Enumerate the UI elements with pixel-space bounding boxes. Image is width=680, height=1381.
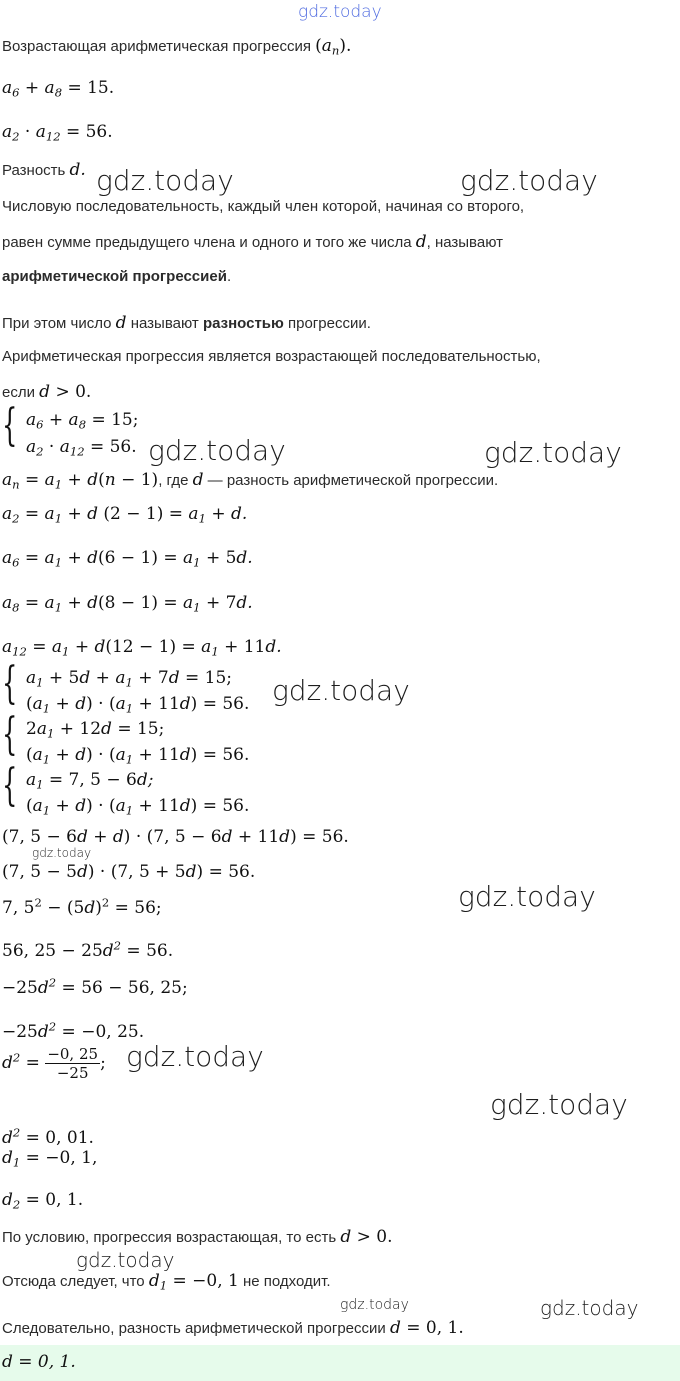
increasing-line-2 xyxy=(2,382,91,402)
increasing-line-1: Арифметическая прогрессия является возрастающей последовательностью, xyxy=(2,348,541,365)
condition-line xyxy=(2,1227,393,1247)
watermark: gdz.today xyxy=(76,1248,175,1272)
reject-line xyxy=(2,1271,331,1291)
watermark: gdz.today xyxy=(96,164,234,197)
system-eq: $a_6 + a_8 = 15$; xyxy=(26,410,139,432)
root-2: $d_2 = 0$, 1. xyxy=(2,1190,84,1212)
given-eq-2: $a_2 \cdot a_{12} = 56$. xyxy=(2,122,113,144)
def-var: d xyxy=(415,232,427,252)
watermark: gdz.today xyxy=(340,1297,409,1313)
answer-box xyxy=(0,1345,680,1381)
calc-a2: $a_2 = a_1 + d$ $(2 - 1) = a_1 + d$. xyxy=(2,504,248,526)
general-formula xyxy=(2,470,498,490)
system-eq: $a_1 = 7$, 5 − 6d; xyxy=(26,770,154,792)
cond-text: По условию, прогрессия возрастающая, то есть xyxy=(2,1229,341,1246)
difference-definition xyxy=(2,313,371,333)
def-text: равен сумме предыдущего члена и одного и того же числа xyxy=(2,234,416,251)
answer-value: d = 0, 1. xyxy=(2,1352,76,1372)
reject-text: не подходит. xyxy=(238,1273,331,1290)
find-line xyxy=(2,160,86,180)
calc-a8: $a_8 = a_1 + d(8 - 1) = a_1 + 7d$. xyxy=(2,593,253,615)
calc-d-squared: $d^2 = 0$, 01. xyxy=(2,1125,94,1148)
watermark-top: gdz.today xyxy=(298,2,382,22)
system-eq: $2a_1 + 12d = 15$; xyxy=(26,719,165,741)
def-text: — разность арифметической прогрессии. xyxy=(203,472,499,489)
system-eq: $a_2 \cdot a_{12} = 56$. xyxy=(26,437,137,459)
condition: d > 0. xyxy=(340,1227,393,1247)
rejected-root: $d_1 = -0$, 1 xyxy=(148,1271,239,1293)
watermark: gdz.today xyxy=(484,436,622,469)
watermark: gdz.today xyxy=(460,164,598,197)
formula: $a_n = a_1 + d(n - 1)$ xyxy=(2,470,159,492)
given-line-1 xyxy=(2,36,351,56)
definition-line-2 xyxy=(2,232,503,252)
condition: d > 0. xyxy=(39,382,92,402)
given-eq-1: $a_6 + a_8 = 15$. xyxy=(2,78,115,100)
bold-term: арифметической прогрессией xyxy=(2,268,227,285)
watermark: gdz.today xyxy=(490,1088,628,1121)
def-text: , где xyxy=(158,472,193,489)
watermark: gdz.today xyxy=(126,1040,264,1073)
conclusion-line xyxy=(2,1318,464,1338)
conclusion-text: Следовательно, разность арифметической прогрессии xyxy=(2,1320,390,1337)
definition-line-3 xyxy=(2,268,231,285)
system-eq: $(a_1 + d) \cdot (a_1 + 11d) = 56$. xyxy=(26,745,250,767)
system-brace: { xyxy=(2,760,18,811)
progression-symbol: $(a_n)$. xyxy=(315,36,352,58)
fraction: $\frac{-0, 25}{-25}$ xyxy=(47,1045,99,1082)
watermark: gdz.today xyxy=(32,846,92,860)
given-text: Возрастающая арифметическая прогрессия xyxy=(2,38,316,55)
root-1: $d_1 = -0$, 1, xyxy=(2,1148,98,1170)
calc-a6: $a_6 = a_1 + d(6 - 1) = a_1 + 5d$. xyxy=(2,548,253,570)
watermark: gdz.today xyxy=(540,1296,639,1320)
watermark: gdz.today xyxy=(148,434,286,467)
calc-step: $-25d^2 = -0$, 25. xyxy=(2,1019,145,1042)
def-text: прогрессии. xyxy=(283,315,371,332)
system-brace: { xyxy=(2,709,18,760)
system-eq: $(a_1 + d) \cdot (a_1 + 11d) = 56$. xyxy=(26,796,250,818)
def-text: , называют xyxy=(426,234,503,251)
system-brace: { xyxy=(2,400,18,451)
system-brace: { xyxy=(2,658,18,709)
calc-step: $-25d^2 = 56 - 56$, 25; xyxy=(2,975,188,998)
find-text: Разность xyxy=(2,162,70,179)
def-text: . xyxy=(226,268,232,285)
calc-square: 7, $5^2 - (5d)^2 = 56$; xyxy=(2,895,162,918)
calc-fraction: $d^2$ = $\frac{-0, 25}{-25}$ ; xyxy=(2,1045,106,1082)
def-text: если xyxy=(2,384,40,401)
calc-a12: $a_{12} = a_1 + d(12 - 1) = a_1 + 11d$. xyxy=(2,637,282,659)
bold-term: разностью xyxy=(202,315,284,332)
calc-substitute: (7, 5 − 6d + d) · (7, 5 − 6d + 11d) = 56. xyxy=(2,827,349,847)
def-var: d xyxy=(115,313,127,333)
reject-text: Отсюда следует, что xyxy=(2,1273,149,1290)
calc-simplify: (7, 5 − 5d) · (7, 5 + 5d) = 56. xyxy=(2,862,256,882)
def-text: называют xyxy=(126,315,203,332)
system-eq: $a_1 + 5d + a_1 + 7d = 15$; xyxy=(26,668,233,690)
find-var: d. xyxy=(69,160,86,180)
system-eq: $(a_1 + d) \cdot (a_1 + 11d) = 56$. xyxy=(26,694,250,716)
definition-line-1: Числовую последовательность, каждый член которой, начиная со второго, xyxy=(2,198,525,215)
calc-step: 56, $25 - 25d^2 = 56$. xyxy=(2,938,174,961)
watermark: gdz.today xyxy=(272,674,410,707)
def-var: d xyxy=(192,470,204,490)
watermark: gdz.today xyxy=(458,880,596,913)
def-text: При этом число xyxy=(2,315,116,332)
conclusion-value: d = 0, 1. xyxy=(389,1318,464,1338)
